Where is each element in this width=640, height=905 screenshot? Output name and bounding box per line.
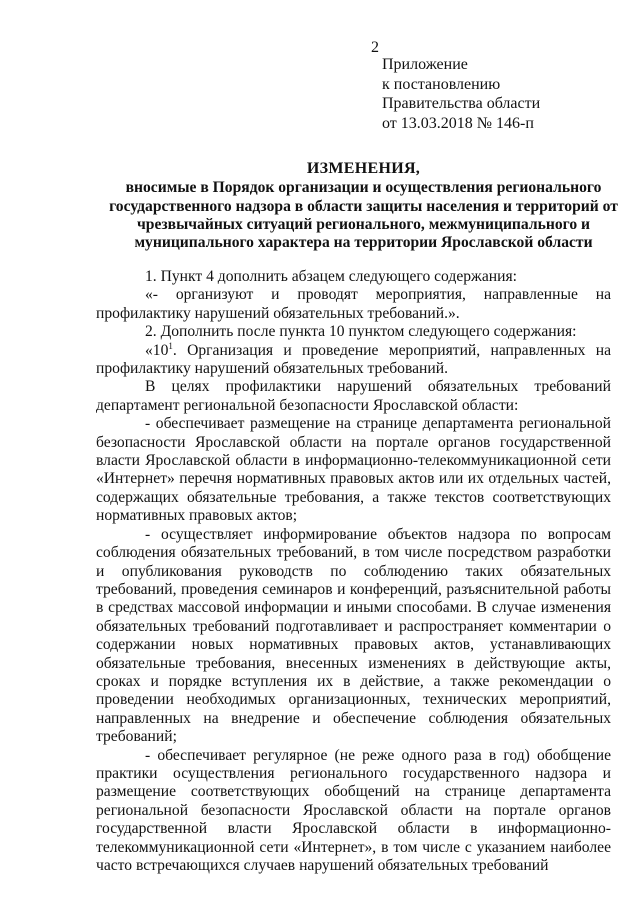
paragraph-text: . Организация и проведение мероприятий, направленных на профилактику нарушений обязательных требований.	[96, 341, 611, 378]
paragraph: «- организуют и проводят мероприятия, направленные на профилактику нарушений обязательных требований.».	[96, 286, 611, 322]
paragraph	[96, 342, 611, 379]
document-body	[96, 268, 611, 875]
appendix-line: к постановлению	[382, 75, 501, 93]
point-number: «10	[145, 341, 169, 359]
appendix-line: Приложение	[382, 56, 468, 73]
paragraph: 1. Пункт 4 дополнить абзацем следующего содержания:	[145, 268, 517, 285]
page-number: 2	[371, 39, 379, 56]
document-title: ИЗМЕНЕНИЯ,	[306, 160, 421, 177]
paragraph: - обеспечивает регулярное (не реже одного раза в год) обобщение практики осуществления регионального государственного надзора и размещение соответствующих обобщений на странице департамента региональной безопасности Ярославской области на портале органов государственной власти Ярославской области в информационно-телекоммуникационной сети «Интернет», в том числе с указанием наиболее часто встречающихся случаев нарушений обязательных требований	[96, 746, 611, 874]
document-subtitle: вносимые в Порядок организации и осуществления регионального государственного надзора в области защиты населения и территорий от чрезвычайных ситуаций регионального, межмуниципального и муниципального характера на территории Ярославской области	[109, 179, 618, 252]
document-title-block	[96, 160, 631, 252]
paragraph: - осуществляет информирование объектов надзора по вопросам соблюдения обязательных требований, в том числе посредством разработки и опубликования руководств по соблюдению таких обязательных требований, проведения семинаров и конференций, разъяснительной работы в средствах массовой информации и иными способами. В случае изменения обязательных требований подготавливает и распространяет комментарии о содержании новых нормативных правовых актов, устанавливающих обязательные требования, внесенных изменениях в действующие акты, сроках и порядке вступления их в действие, а также рекомендации о проведении необходимых организационных, технических мероприятий, направленных на внедрение и обеспечение соблюдения обязательных требований;	[96, 525, 611, 746]
point-superscript: 1	[168, 340, 173, 351]
paragraph: В целях профилактики нарушений обязательных требований департамент региональной безопасности Ярославской области:	[96, 378, 611, 414]
appendix-block	[382, 55, 540, 133]
appendix-line: Правительства области	[382, 95, 541, 112]
paragraph: - обеспечивает размещение на странице департамента региональной безопасности Ярославской области на портале органов государственной власти Ярославской области в информационно-телекоммуникационной сети «Интернет» перечня нормативных правовых актов или их отдельных частей, содержащих обязательные требования, а также текстов соответствующих нормативных правовых актов;	[96, 415, 611, 525]
paragraph: 2. Дополнить после пункта 10 пунктом следующего содержания:	[145, 323, 577, 341]
appendix-date-line: от 13.03.2018 № 146-п	[382, 114, 534, 132]
